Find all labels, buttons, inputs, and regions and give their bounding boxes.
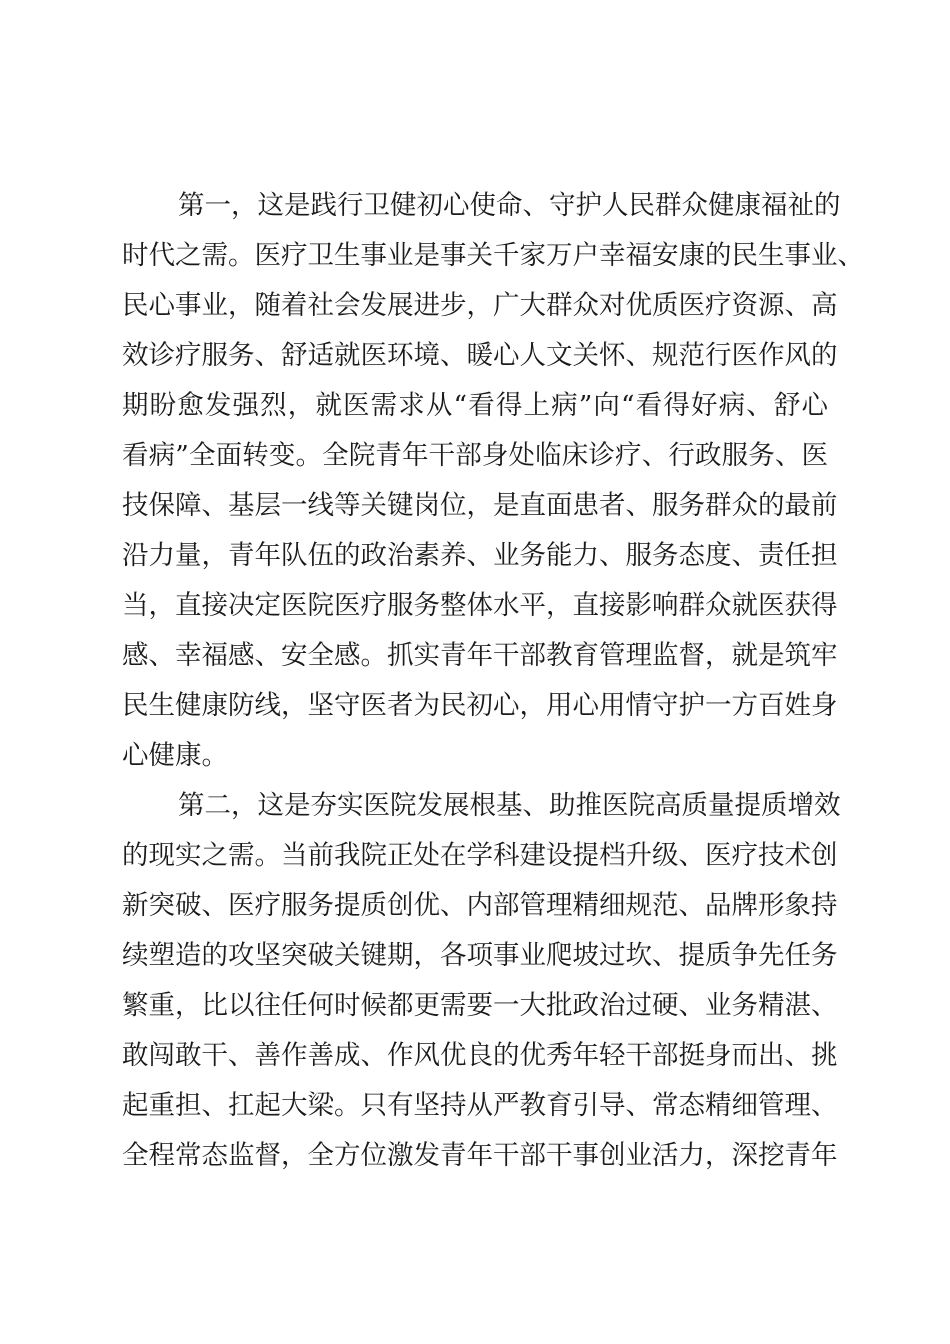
- text-line: 续塑造的攻坚突破关键期，各项事业爬坡过坎、提质争先任务: [122, 940, 838, 971]
- text-line: 新突破、医疗服务提质创优、内部管理精细规范、品牌形象持: [122, 890, 838, 921]
- text-line: 民生健康防线，坚守医者为民初心，用心用情守护一方百姓身: [122, 690, 838, 721]
- text-line: 第一，这是践行卫健初心使命、守护人民群众健康福祉的: [178, 190, 841, 221]
- text-line: 敢闯敢干、善作善成、作风优良的优秀年轻干部挺身而出、挑: [122, 1040, 838, 1071]
- text-line: 感、幸福感、安全感。抓实青年干部教育管理监督，就是筑牢: [122, 640, 838, 671]
- text-line: 沿力量，青年队伍的政治素养、业务能力、服务态度、责任担: [122, 540, 838, 571]
- text-line: 全程常态监督，全方位激发青年干部干事创业活力，深挖青年: [122, 1140, 838, 1171]
- text-line: 当，直接决定医院医疗服务整体水平，直接影响群众就医获得: [122, 590, 838, 621]
- text-line: 起重担、扛起大梁。只有坚持从严教育引导、常态精细管理、: [122, 1090, 838, 1121]
- text-line: 看病”全面转变。全院青年干部身处临床诊疗、行政服务、医: [122, 440, 828, 471]
- text-line: 技保障、基层一线等关键岗位，是直面患者、服务群众的最前: [122, 490, 838, 521]
- text-line: 繁重，比以往任何时候都更需要一大批政治过硬、业务精湛、: [122, 990, 838, 1021]
- text-line: 第二，这是夯实医院发展根基、助推医院高质量提质增效: [178, 790, 841, 821]
- text-line: 心健康。: [122, 740, 228, 771]
- text-line: 时代之需。医疗卫生事业是事关千家万户幸福安康的民生事业、: [122, 240, 864, 271]
- text-line: 效诊疗服务、舒适就医环境、暖心人文关怀、规范行医作风的: [122, 340, 838, 371]
- text-line: 民心事业，随着社会发展进步，广大群众对优质医疗资源、高: [122, 290, 838, 321]
- text-line: 的现实之需。当前我院正处在学科建设提档升级、医疗技术创: [122, 840, 838, 871]
- text-line: 期盼愈发强烈，就医需求从“看得上病”向“看得好病、舒心: [122, 390, 828, 421]
